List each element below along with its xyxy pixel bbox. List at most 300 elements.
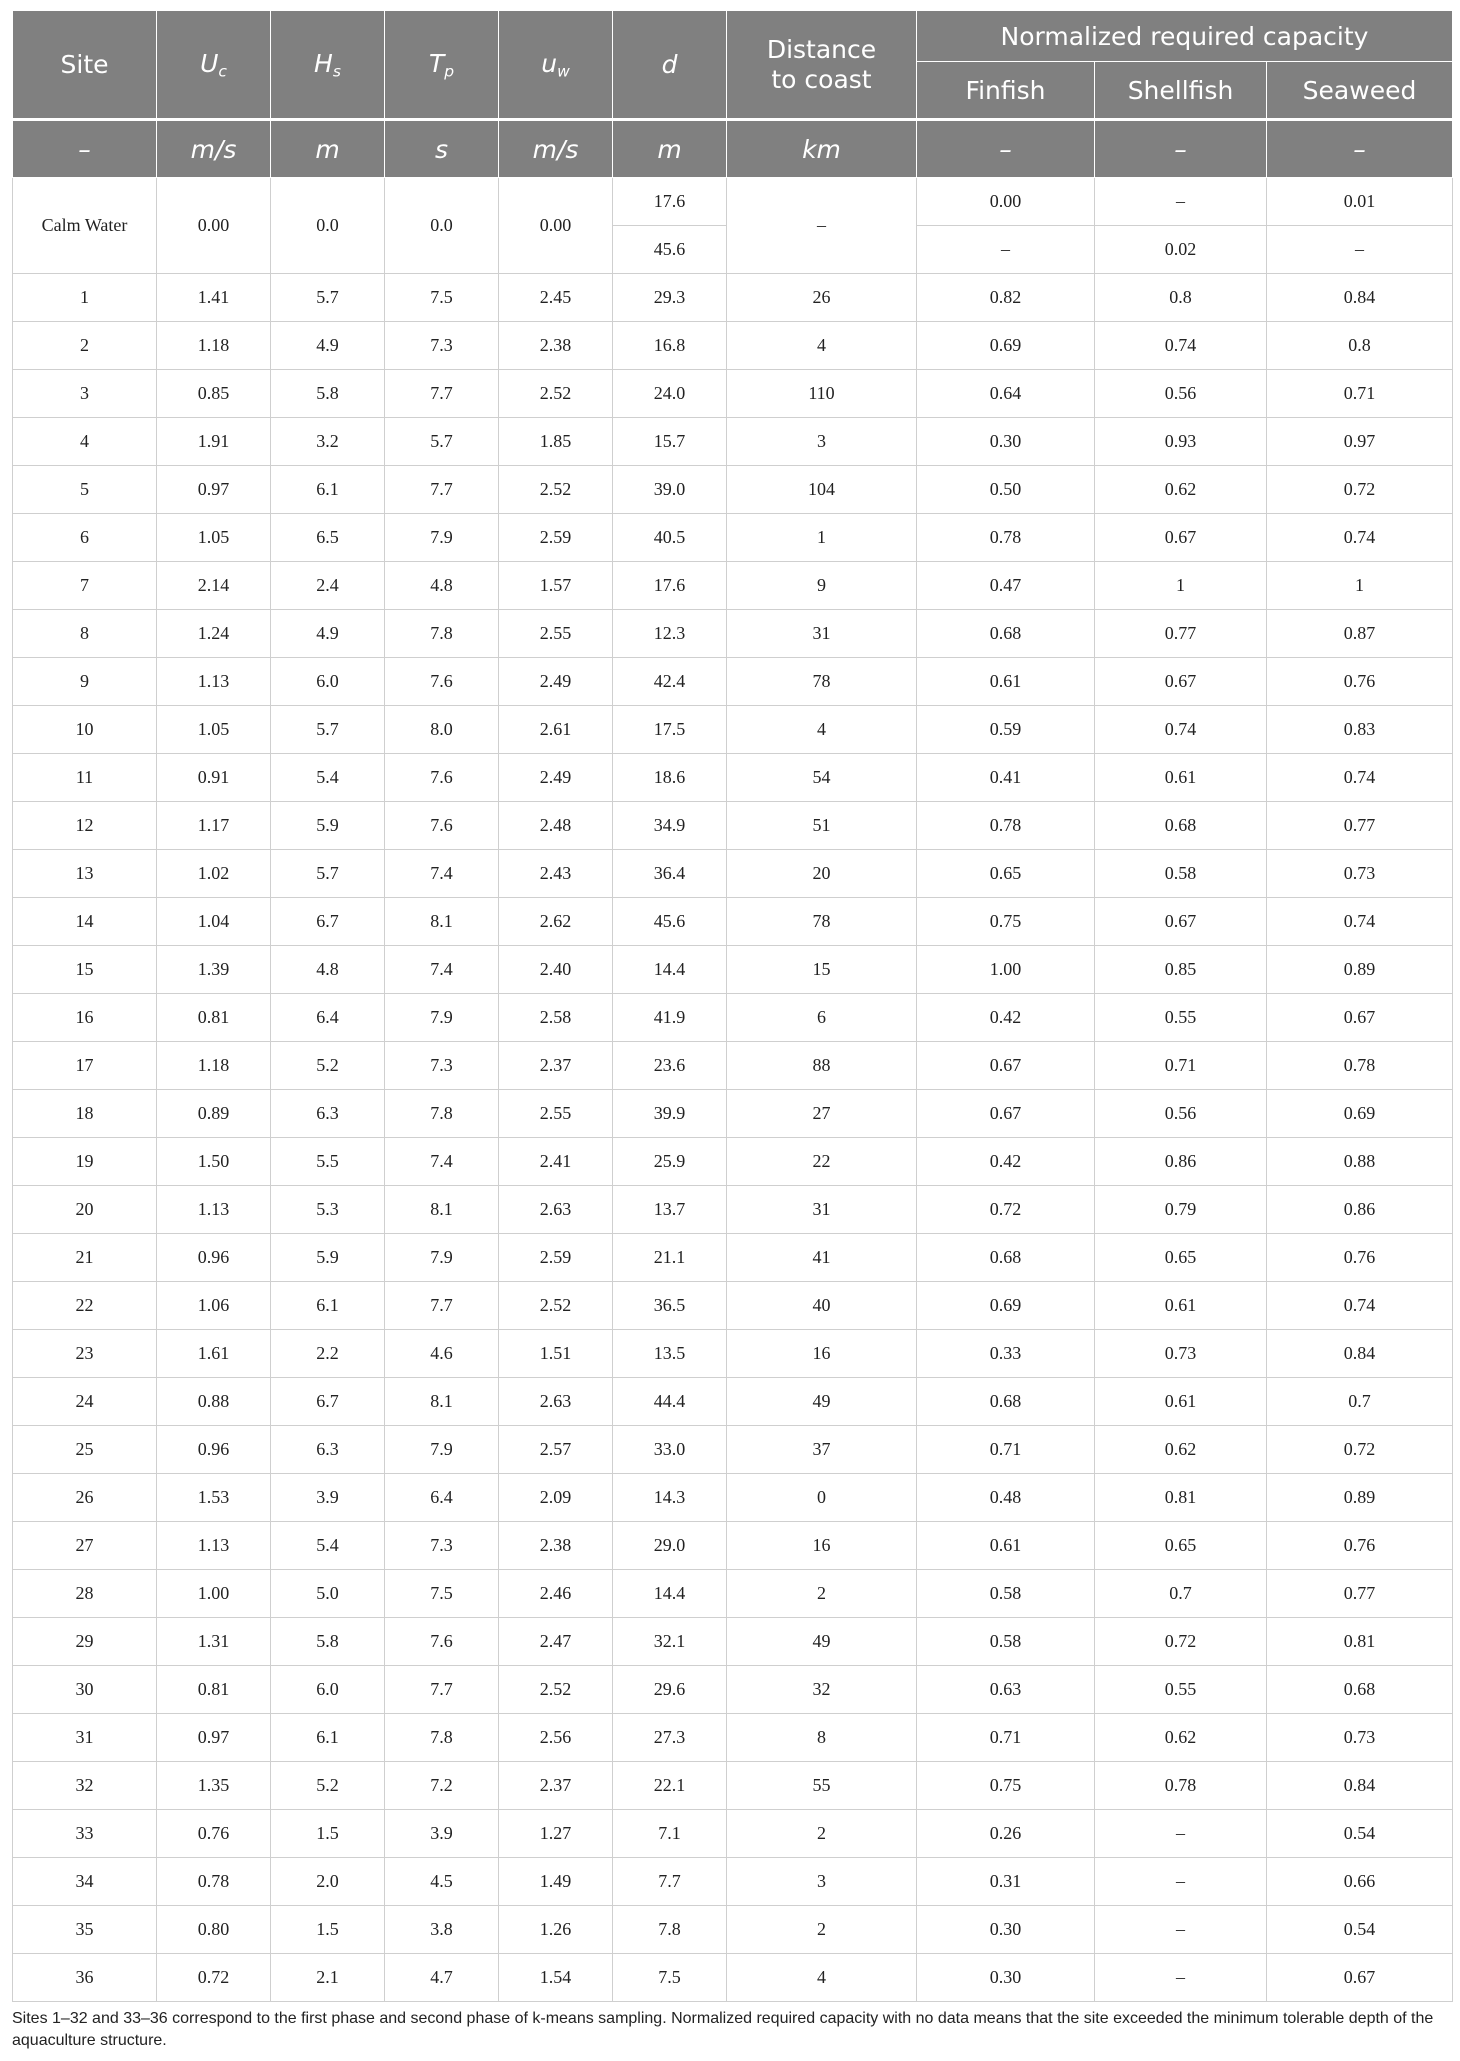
cell-d: 13.7 — [613, 1186, 727, 1234]
table-row — [13, 1234, 1453, 1282]
cell-shellfish: 0.71 — [1095, 1042, 1267, 1090]
cell-distance: 2 — [727, 1810, 917, 1858]
cell-uw: 2.37 — [499, 1042, 613, 1090]
cell-distance: 16 — [727, 1522, 917, 1570]
table-row — [13, 1762, 1453, 1810]
cell-d: 32.1 — [613, 1618, 727, 1666]
cell-tp: 7.6 — [385, 802, 499, 850]
cell-distance: 40 — [727, 1282, 917, 1330]
cell-d: 7.5 — [613, 1954, 727, 2002]
cell-site: 16 — [13, 994, 157, 1042]
cell-tp: 7.5 — [385, 274, 499, 322]
calm-water-tp: 0.0 — [385, 178, 499, 274]
cell-distance: 41 — [727, 1234, 917, 1282]
table-row-calm-water — [13, 178, 1453, 226]
table-row — [13, 1138, 1453, 1186]
cell-d: 42.4 — [613, 658, 727, 706]
cell-site: 11 — [13, 754, 157, 802]
header-site: Site — [13, 11, 157, 120]
table-row — [13, 946, 1453, 994]
cell-distance: 2 — [727, 1570, 917, 1618]
calm-water-shellfish-2: 0.02 — [1095, 226, 1267, 274]
cell-uc: 1.06 — [157, 1282, 271, 1330]
cell-d: 17.6 — [613, 562, 727, 610]
cell-distance: 51 — [727, 802, 917, 850]
cell-shellfish: 0.58 — [1095, 850, 1267, 898]
table-row — [13, 562, 1453, 610]
table-row — [13, 802, 1453, 850]
cell-shellfish: 0.67 — [1095, 658, 1267, 706]
cell-uw: 2.52 — [499, 370, 613, 418]
cell-site: 28 — [13, 1570, 157, 1618]
cell-uc: 0.76 — [157, 1810, 271, 1858]
unit-cell: km — [727, 120, 917, 178]
cell-uc: 0.89 — [157, 1090, 271, 1138]
cell-site: 3 — [13, 370, 157, 418]
cell-hs: 6.0 — [271, 658, 385, 706]
cell-hs: 5.8 — [271, 370, 385, 418]
cell-finfish: 0.75 — [917, 1762, 1095, 1810]
cell-shellfish: 0.61 — [1095, 1378, 1267, 1426]
table-row — [13, 514, 1453, 562]
cell-site: 35 — [13, 1906, 157, 1954]
cell-finfish: 0.65 — [917, 850, 1095, 898]
cell-distance: 31 — [727, 1186, 917, 1234]
cell-seaweed: 0.74 — [1267, 1282, 1453, 1330]
cell-hs: 5.3 — [271, 1186, 385, 1234]
header-distance: Distance to coast — [727, 11, 917, 120]
cell-site: 29 — [13, 1618, 157, 1666]
cell-seaweed: 0.73 — [1267, 850, 1453, 898]
cell-hs: 2.4 — [271, 562, 385, 610]
cell-seaweed: 0.76 — [1267, 1234, 1453, 1282]
cell-d: 7.8 — [613, 1906, 727, 1954]
cell-distance: 16 — [727, 1330, 917, 1378]
cell-tp: 8.1 — [385, 898, 499, 946]
cell-distance: 54 — [727, 754, 917, 802]
cell-site: 4 — [13, 418, 157, 466]
cell-tp: 7.6 — [385, 1618, 499, 1666]
cell-d: 45.6 — [613, 898, 727, 946]
cell-d: 44.4 — [613, 1378, 727, 1426]
cell-d: 23.6 — [613, 1042, 727, 1090]
cell-shellfish: 0.8 — [1095, 274, 1267, 322]
cell-site: 33 — [13, 1810, 157, 1858]
cell-seaweed: 0.74 — [1267, 754, 1453, 802]
calm-water-site: Calm Water — [13, 178, 157, 274]
calm-water-seaweed-2: – — [1267, 226, 1453, 274]
cell-distance: 31 — [727, 610, 917, 658]
cell-tp: 6.4 — [385, 1474, 499, 1522]
cell-shellfish: 0.93 — [1095, 418, 1267, 466]
cell-site: 27 — [13, 1522, 157, 1570]
cell-uc: 1.39 — [157, 946, 271, 994]
cell-shellfish: 0.55 — [1095, 994, 1267, 1042]
unit-cell: – — [1267, 120, 1453, 178]
cell-uw: 2.46 — [499, 1570, 613, 1618]
calm-water-uw: 0.00 — [499, 178, 613, 274]
cell-site: 24 — [13, 1378, 157, 1426]
cell-uw: 2.58 — [499, 994, 613, 1042]
cell-distance: 3 — [727, 418, 917, 466]
cell-seaweed: 0.69 — [1267, 1090, 1453, 1138]
cell-finfish: 0.71 — [917, 1714, 1095, 1762]
cell-hs: 5.8 — [271, 1618, 385, 1666]
cell-uw: 1.49 — [499, 1858, 613, 1906]
cell-site: 19 — [13, 1138, 157, 1186]
cell-uw: 2.49 — [499, 658, 613, 706]
table-row — [13, 1474, 1453, 1522]
header-tp: $T_p$ — [385, 11, 499, 120]
cell-tp: 7.3 — [385, 1522, 499, 1570]
cell-site: 23 — [13, 1330, 157, 1378]
cell-uc: 0.81 — [157, 1666, 271, 1714]
cell-tp: 7.9 — [385, 1234, 499, 1282]
cell-uw: 1.26 — [499, 1906, 613, 1954]
cell-shellfish: 1 — [1095, 562, 1267, 610]
table-row — [13, 274, 1453, 322]
cell-hs: 5.7 — [271, 274, 385, 322]
cell-shellfish: 0.86 — [1095, 1138, 1267, 1186]
cell-tp: 8.1 — [385, 1378, 499, 1426]
cell-finfish: 0.78 — [917, 802, 1095, 850]
table-row — [13, 1186, 1453, 1234]
calm-water-hs: 0.0 — [271, 178, 385, 274]
cell-uw: 2.55 — [499, 610, 613, 658]
cell-finfish: 0.68 — [917, 1378, 1095, 1426]
calm-water-finfish-1: 0.00 — [917, 178, 1095, 226]
table-footnote: Sites 1–32 and 33–36 correspond to the first phase and second phase of k-means sampling. Normalized required capacity with no data means that the site exceeded the minimum tolerable depth of the aquaculture structure. — [12, 2010, 1434, 2049]
cell-seaweed: 0.68 — [1267, 1666, 1453, 1714]
cell-uw: 2.57 — [499, 1426, 613, 1474]
cell-uw: 2.41 — [499, 1138, 613, 1186]
cell-seaweed: 0.72 — [1267, 1426, 1453, 1474]
cell-tp: 4.7 — [385, 1954, 499, 2002]
cell-seaweed: 0.71 — [1267, 370, 1453, 418]
calm-water-d-2: 45.6 — [613, 226, 727, 274]
cell-seaweed: 0.66 — [1267, 1858, 1453, 1906]
cell-shellfish: 0.67 — [1095, 514, 1267, 562]
cell-uc: 1.18 — [157, 1042, 271, 1090]
unit-cell: m — [613, 120, 727, 178]
cell-shellfish: 0.56 — [1095, 1090, 1267, 1138]
cell-seaweed: 0.67 — [1267, 1954, 1453, 2002]
cell-distance: 4 — [727, 322, 917, 370]
cell-d: 29.6 — [613, 1666, 727, 1714]
cell-uc: 1.05 — [157, 514, 271, 562]
cell-seaweed: 0.89 — [1267, 1474, 1453, 1522]
cell-distance: 55 — [727, 1762, 917, 1810]
cell-hs: 4.8 — [271, 946, 385, 994]
cell-hs: 3.9 — [271, 1474, 385, 1522]
cell-distance: 4 — [727, 706, 917, 754]
cell-uw: 2.55 — [499, 1090, 613, 1138]
cell-d: 40.5 — [613, 514, 727, 562]
cell-d: 7.7 — [613, 1858, 727, 1906]
cell-tp: 7.8 — [385, 1714, 499, 1762]
cell-finfish: 0.64 — [917, 370, 1095, 418]
unit-cell: m — [271, 120, 385, 178]
table-row — [13, 1426, 1453, 1474]
cell-hs: 2.1 — [271, 1954, 385, 2002]
table-row — [13, 1810, 1453, 1858]
cell-seaweed: 0.74 — [1267, 514, 1453, 562]
cell-tp: 7.9 — [385, 1426, 499, 1474]
cell-seaweed: 0.84 — [1267, 1330, 1453, 1378]
cell-uw: 2.49 — [499, 754, 613, 802]
cell-uc: 1.53 — [157, 1474, 271, 1522]
cell-uw: 1.54 — [499, 1954, 613, 2002]
cell-hs: 3.2 — [271, 418, 385, 466]
cell-uc: 0.96 — [157, 1426, 271, 1474]
cell-uw: 2.48 — [499, 802, 613, 850]
cell-hs: 6.7 — [271, 1378, 385, 1426]
cell-shellfish: 0.74 — [1095, 322, 1267, 370]
cell-shellfish: 0.68 — [1095, 802, 1267, 850]
cell-uc: 0.97 — [157, 1714, 271, 1762]
unit-cell: – — [13, 120, 157, 178]
cell-tp: 7.9 — [385, 514, 499, 562]
cell-d: 27.3 — [613, 1714, 727, 1762]
cell-site: 20 — [13, 1186, 157, 1234]
cell-uc: 1.24 — [157, 610, 271, 658]
cell-d: 39.0 — [613, 466, 727, 514]
cell-seaweed: 0.8 — [1267, 322, 1453, 370]
cell-shellfish: 0.62 — [1095, 466, 1267, 514]
cell-finfish: 0.47 — [917, 562, 1095, 610]
cell-tp: 7.2 — [385, 1762, 499, 1810]
cell-d: 25.9 — [613, 1138, 727, 1186]
cell-shellfish: 0.78 — [1095, 1762, 1267, 1810]
cell-tp: 8.0 — [385, 706, 499, 754]
cell-uc: 1.00 — [157, 1570, 271, 1618]
cell-seaweed: 0.77 — [1267, 802, 1453, 850]
calm-water-uc: 0.00 — [157, 178, 271, 274]
cell-shellfish: 0.79 — [1095, 1186, 1267, 1234]
cell-site: 5 — [13, 466, 157, 514]
cell-site: 25 — [13, 1426, 157, 1474]
calm-water-shellfish-1: – — [1095, 178, 1267, 226]
cell-tp: 7.6 — [385, 754, 499, 802]
cell-hs: 1.5 — [271, 1810, 385, 1858]
cell-distance: 1 — [727, 514, 917, 562]
cell-d: 14.4 — [613, 1570, 727, 1618]
header-finfish: Finfish — [917, 62, 1095, 120]
cell-uw: 1.85 — [499, 418, 613, 466]
table-row — [13, 1858, 1453, 1906]
cell-tp: 7.4 — [385, 850, 499, 898]
cell-d: 12.3 — [613, 610, 727, 658]
unit-cell: m/s — [499, 120, 613, 178]
cell-tp: 5.7 — [385, 418, 499, 466]
cell-hs: 5.7 — [271, 850, 385, 898]
cell-uc: 1.61 — [157, 1330, 271, 1378]
cell-site: 8 — [13, 610, 157, 658]
cell-finfish: 0.58 — [917, 1570, 1095, 1618]
cell-finfish: 0.31 — [917, 1858, 1095, 1906]
table-row — [13, 1666, 1453, 1714]
cell-tp: 7.7 — [385, 466, 499, 514]
cell-shellfish: 0.61 — [1095, 1282, 1267, 1330]
cell-tp: 4.6 — [385, 1330, 499, 1378]
cell-distance: 22 — [727, 1138, 917, 1186]
cell-d: 13.5 — [613, 1330, 727, 1378]
cell-distance: 15 — [727, 946, 917, 994]
cell-d: 15.7 — [613, 418, 727, 466]
cell-distance: 88 — [727, 1042, 917, 1090]
cell-uw: 2.38 — [499, 322, 613, 370]
cell-uc: 1.04 — [157, 898, 271, 946]
header-uc: $U_c$ — [157, 11, 271, 120]
cell-seaweed: 0.87 — [1267, 610, 1453, 658]
cell-finfish: 0.42 — [917, 1138, 1095, 1186]
cell-distance: 78 — [727, 898, 917, 946]
cell-finfish: 0.78 — [917, 514, 1095, 562]
cell-uc: 1.31 — [157, 1618, 271, 1666]
cell-tp: 7.8 — [385, 1090, 499, 1138]
cell-hs: 6.3 — [271, 1090, 385, 1138]
cell-seaweed: 0.54 — [1267, 1810, 1453, 1858]
cell-hs: 2.0 — [271, 1858, 385, 1906]
cell-seaweed: 0.77 — [1267, 1570, 1453, 1618]
cell-finfish: 0.82 — [917, 274, 1095, 322]
cell-shellfish: 0.72 — [1095, 1618, 1267, 1666]
cell-finfish: 0.61 — [917, 1522, 1095, 1570]
cell-uw: 2.47 — [499, 1618, 613, 1666]
cell-distance: 6 — [727, 994, 917, 1042]
cell-finfish: 0.68 — [917, 1234, 1095, 1282]
cell-shellfish: 0.61 — [1095, 754, 1267, 802]
cell-tp: 7.7 — [385, 1666, 499, 1714]
cell-uc: 0.91 — [157, 754, 271, 802]
cell-uw: 2.40 — [499, 946, 613, 994]
cell-distance: 27 — [727, 1090, 917, 1138]
cell-tp: 8.1 — [385, 1186, 499, 1234]
cell-shellfish: 0.55 — [1095, 1666, 1267, 1714]
calm-water-d-1: 17.6 — [613, 178, 727, 226]
cell-tp: 4.8 — [385, 562, 499, 610]
cell-hs: 6.4 — [271, 994, 385, 1042]
table-row — [13, 658, 1453, 706]
cell-seaweed: 0.89 — [1267, 946, 1453, 994]
cell-site: 15 — [13, 946, 157, 994]
cell-distance: 20 — [727, 850, 917, 898]
cell-tp: 7.4 — [385, 946, 499, 994]
cell-uw: 2.59 — [499, 514, 613, 562]
unit-cell: m/s — [157, 120, 271, 178]
cell-distance: 37 — [727, 1426, 917, 1474]
cell-tp: 7.3 — [385, 322, 499, 370]
cell-hs: 6.5 — [271, 514, 385, 562]
cell-uw: 2.52 — [499, 1666, 613, 1714]
cell-uc: 0.88 — [157, 1378, 271, 1426]
cell-distance: 3 — [727, 1858, 917, 1906]
cell-uw: 1.27 — [499, 1810, 613, 1858]
cell-finfish: 0.30 — [917, 1954, 1095, 2002]
cell-d: 39.9 — [613, 1090, 727, 1138]
cell-finfish: 0.30 — [917, 418, 1095, 466]
table-row — [13, 706, 1453, 754]
cell-finfish: 0.50 — [917, 466, 1095, 514]
table-row — [13, 754, 1453, 802]
cell-seaweed: 0.88 — [1267, 1138, 1453, 1186]
cell-finfish: 0.58 — [917, 1618, 1095, 1666]
cell-d: 14.3 — [613, 1474, 727, 1522]
cell-uw: 2.09 — [499, 1474, 613, 1522]
cell-seaweed: 0.97 — [1267, 418, 1453, 466]
cell-site: 13 — [13, 850, 157, 898]
cell-shellfish: 0.81 — [1095, 1474, 1267, 1522]
table-row — [13, 994, 1453, 1042]
calm-water-seaweed-1: 0.01 — [1267, 178, 1453, 226]
cell-site: 10 — [13, 706, 157, 754]
cell-shellfish: 0.77 — [1095, 610, 1267, 658]
cell-finfish: 0.30 — [917, 1906, 1095, 1954]
cell-seaweed: 0.78 — [1267, 1042, 1453, 1090]
table-row — [13, 1330, 1453, 1378]
cell-uc: 0.85 — [157, 370, 271, 418]
cell-distance: 49 — [727, 1378, 917, 1426]
cell-site: 7 — [13, 562, 157, 610]
cell-finfish: 0.42 — [917, 994, 1095, 1042]
cell-shellfish: 0.74 — [1095, 706, 1267, 754]
table-row — [13, 1282, 1453, 1330]
cell-d: 22.1 — [613, 1762, 727, 1810]
table-row — [13, 850, 1453, 898]
cell-shellfish: 0.85 — [1095, 946, 1267, 994]
cell-uc: 1.13 — [157, 658, 271, 706]
cell-tp: 4.5 — [385, 1858, 499, 1906]
cell-finfish: 0.67 — [917, 1042, 1095, 1090]
cell-seaweed: 0.76 — [1267, 1522, 1453, 1570]
cell-uw: 2.63 — [499, 1186, 613, 1234]
header-seaweed: Seaweed — [1267, 62, 1453, 120]
cell-seaweed: 0.7 — [1267, 1378, 1453, 1426]
cell-uw: 2.38 — [499, 1522, 613, 1570]
cell-hs: 6.1 — [271, 1714, 385, 1762]
cell-shellfish: – — [1095, 1954, 1267, 2002]
cell-uw: 2.52 — [499, 466, 613, 514]
table-row — [13, 1090, 1453, 1138]
cell-seaweed: 0.67 — [1267, 994, 1453, 1042]
cell-uc: 1.50 — [157, 1138, 271, 1186]
cell-site: 14 — [13, 898, 157, 946]
unit-cell: s — [385, 120, 499, 178]
cell-finfish: 0.41 — [917, 754, 1095, 802]
cell-hs: 5.4 — [271, 1522, 385, 1570]
cell-finfish: 0.48 — [917, 1474, 1095, 1522]
cell-uc: 1.05 — [157, 706, 271, 754]
cell-distance: 8 — [727, 1714, 917, 1762]
cell-uc: 1.41 — [157, 274, 271, 322]
cell-tp: 7.8 — [385, 610, 499, 658]
cell-tp: 3.8 — [385, 1906, 499, 1954]
cell-tp: 7.7 — [385, 1282, 499, 1330]
table-row — [13, 1906, 1453, 1954]
cell-distance: 32 — [727, 1666, 917, 1714]
cell-d: 17.5 — [613, 706, 727, 754]
cell-tp: 7.6 — [385, 658, 499, 706]
table-row — [13, 370, 1453, 418]
cell-shellfish: – — [1095, 1858, 1267, 1906]
cell-uc: 1.18 — [157, 322, 271, 370]
unit-cell: – — [1095, 120, 1267, 178]
cell-hs: 4.9 — [271, 322, 385, 370]
cell-uw: 2.45 — [499, 274, 613, 322]
cell-d: 18.6 — [613, 754, 727, 802]
cell-seaweed: 0.54 — [1267, 1906, 1453, 1954]
cell-uc: 1.13 — [157, 1186, 271, 1234]
